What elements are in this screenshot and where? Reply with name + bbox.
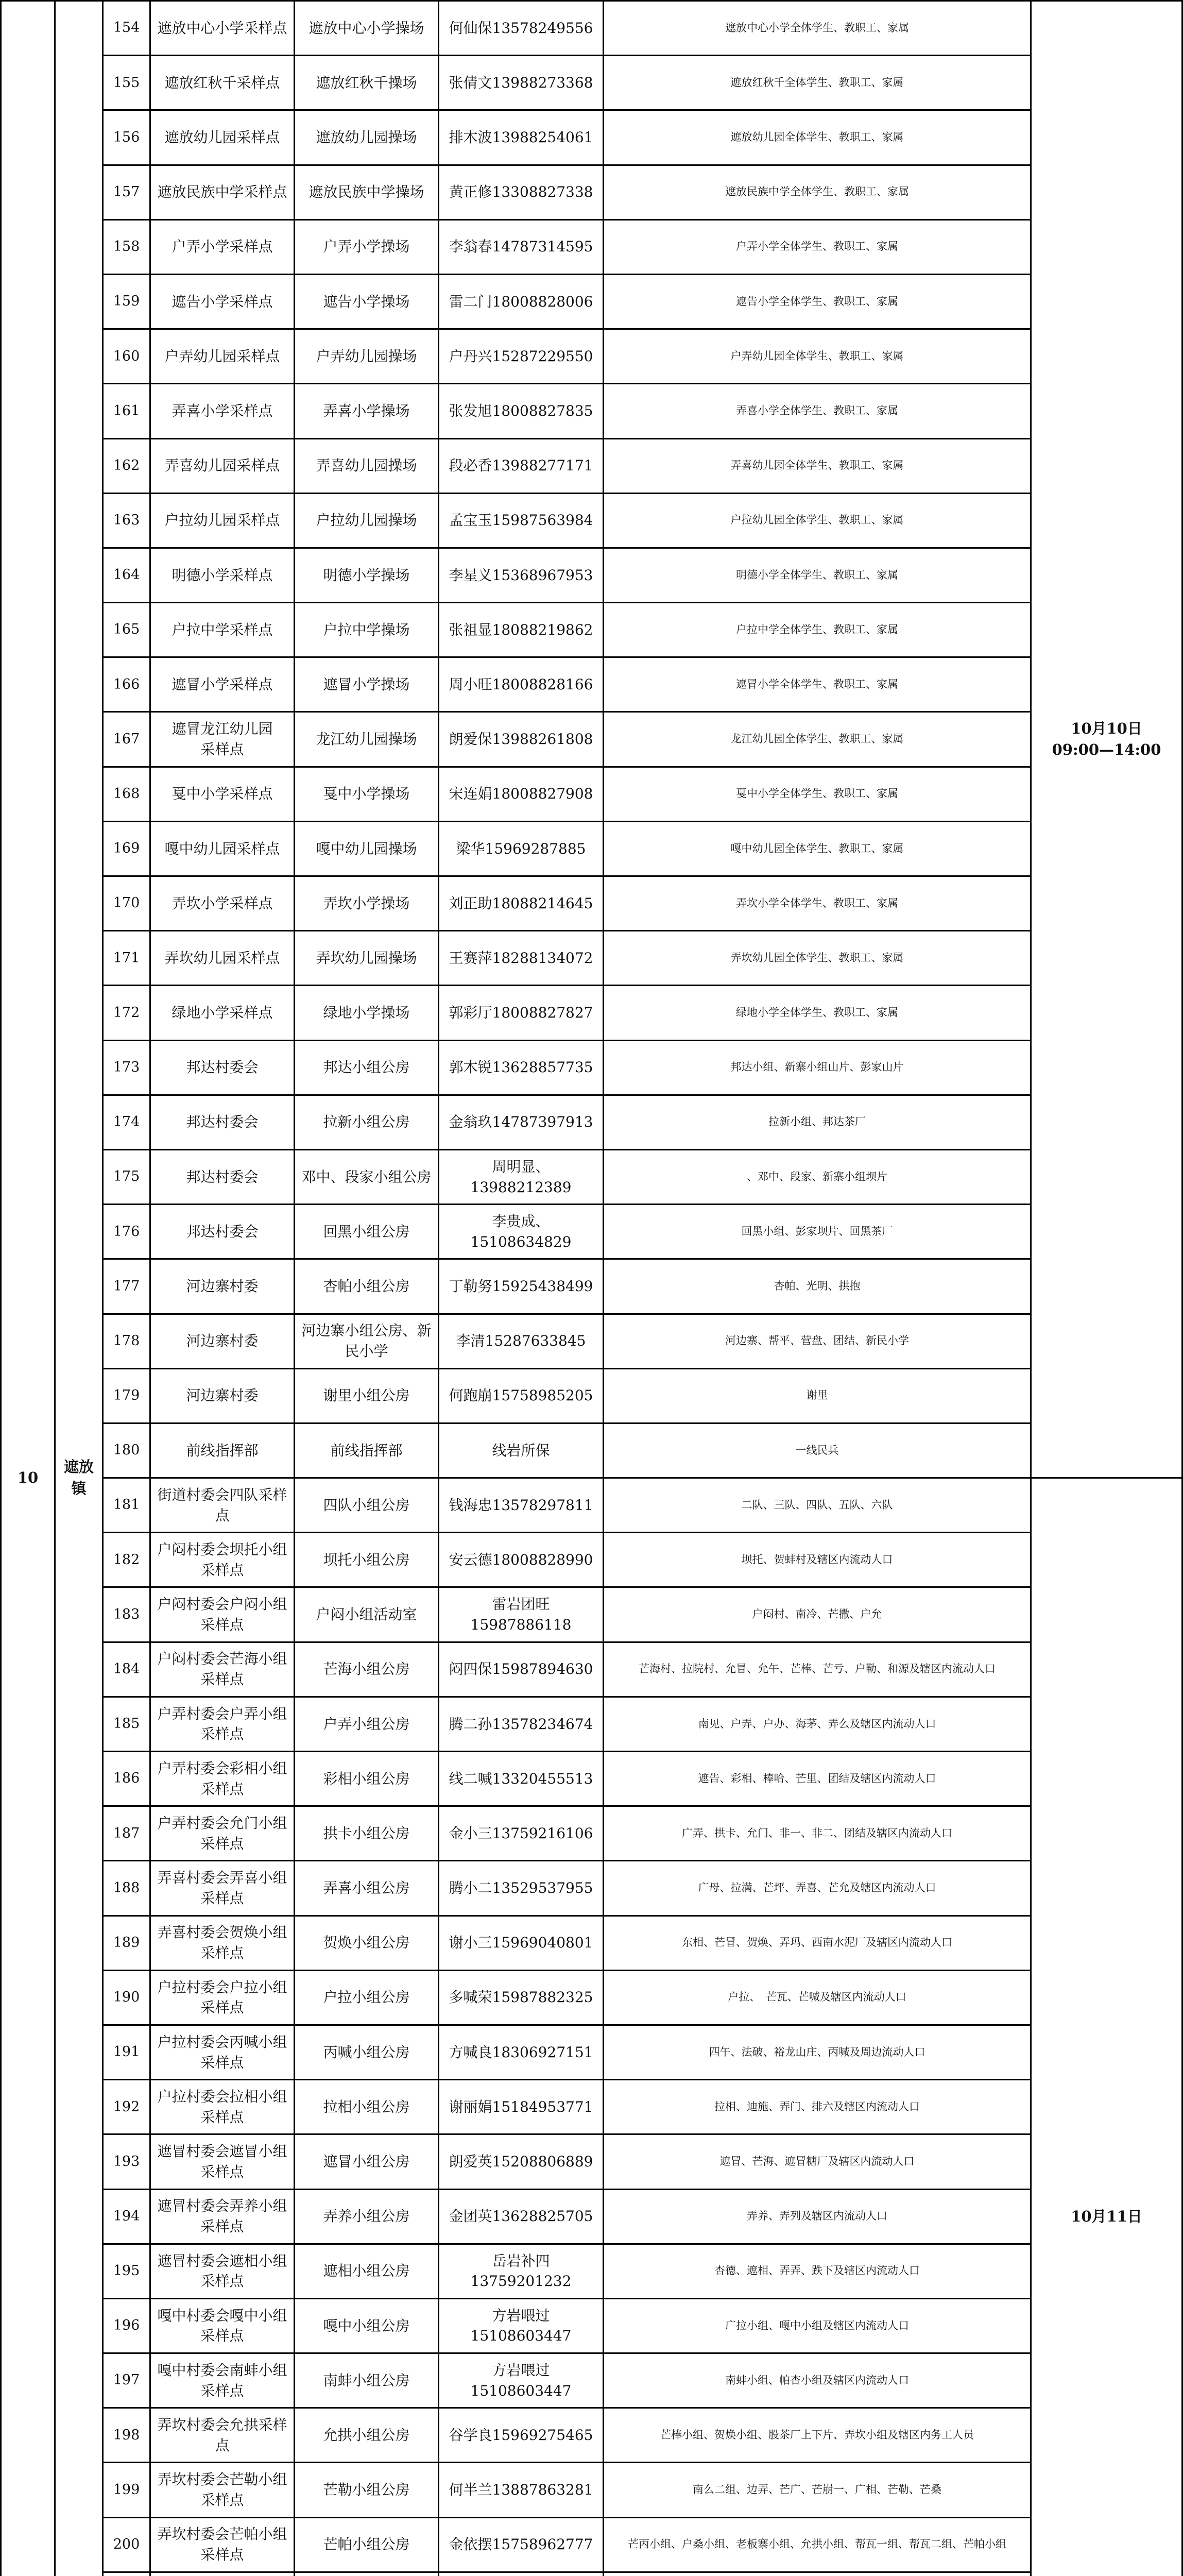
sampling-location-cell: 遮放中心小学操场 bbox=[295, 1, 439, 56]
sampling-site-cell: 弄坎村委会芒帕小组采样点 bbox=[150, 2517, 295, 2572]
sampling-location-cell: 弄喜小学操场 bbox=[295, 384, 439, 438]
row-number-cell: 161 bbox=[103, 384, 150, 438]
row-number-cell: 193 bbox=[103, 2134, 150, 2189]
table-row bbox=[1, 1806, 1182, 1861]
row-number-cell: 177 bbox=[103, 1259, 150, 1314]
sampling-location-cell: 遮冒小组公房 bbox=[295, 2134, 439, 2189]
table-row bbox=[1, 1533, 1182, 1587]
sampling-scope-cell: 坝托、贺蚌村及辖区内流动人口 bbox=[604, 1533, 1031, 1587]
sampling-location-cell: 户弄小学操场 bbox=[295, 219, 439, 274]
sampling-location-cell: 龙江幼儿园操场 bbox=[295, 712, 439, 767]
contact-person-cell: 梁华15969287885 bbox=[439, 821, 604, 876]
contact-person-cell: 周明显、13988212389 bbox=[439, 1149, 604, 1204]
sampling-location-cell: 弄喜小组公房 bbox=[295, 1861, 439, 1916]
sampling-location-cell: 绿地小学操场 bbox=[295, 986, 439, 1040]
row-number-cell: 176 bbox=[103, 1205, 150, 1259]
row-number-cell: 154 bbox=[103, 1, 150, 56]
contact-person-cell: 排木波13988254061 bbox=[439, 110, 604, 165]
row-number-cell: 194 bbox=[103, 2189, 150, 2244]
sampling-site-cell: 户拉村委会户拉小组采样点 bbox=[150, 1970, 295, 2025]
row-number-cell: 174 bbox=[103, 1095, 150, 1149]
row-number-cell: 198 bbox=[103, 2408, 150, 2463]
table-row bbox=[1, 2189, 1182, 2244]
table-row bbox=[1, 2572, 1182, 2576]
sampling-site-cell: 遮冒龙江幼儿园 采样点 bbox=[150, 712, 295, 767]
table-row bbox=[1, 712, 1182, 767]
sampling-site-cell: 户拉中学采样点 bbox=[150, 603, 295, 657]
sampling-scope-cell: 遮告、彩相、棒哈、芒里、团结及辖区内流动人口 bbox=[604, 1752, 1031, 1806]
sampling-scope-cell: 嘎中幼儿园全体学生、教职工、家属 bbox=[604, 821, 1031, 876]
sampling-scope-cell: 明德小学全体学生、教职工、家属 bbox=[604, 548, 1031, 602]
sampling-site-cell: 绿地小学采样点 bbox=[150, 986, 295, 1040]
sampling-location-cell: 丙喊小组公房 bbox=[295, 2025, 439, 2079]
sampling-site-cell: 遮冒村委会遮相小组采样点 bbox=[150, 2244, 295, 2298]
sampling-scope-cell: 遮告小学全体学生、教职工、家属 bbox=[604, 274, 1031, 329]
sampling-site-cell: 弄坎幼儿园采样点 bbox=[150, 931, 295, 986]
sampling-scope-cell: 一线民兵 bbox=[604, 1423, 1031, 1478]
sampling-site-cell: 弄喜村委会贺焕小组采样点 bbox=[150, 1916, 295, 1970]
sampling-site-cell: 弄喜小学采样点 bbox=[150, 384, 295, 438]
sampling-location-cell: 前线指挥部 bbox=[295, 1423, 439, 1478]
table-row bbox=[1, 657, 1182, 712]
contact-person-cell: 李贵成、15108634829 bbox=[439, 1205, 604, 1259]
contact-person-cell: 何跑崩15758985205 bbox=[439, 1368, 604, 1423]
sampling-site-cell: 街道村委会四队采样点 bbox=[150, 1478, 295, 1533]
district-number-cell: 10 bbox=[1, 1, 55, 2576]
row-number-cell: 196 bbox=[103, 2298, 150, 2353]
sampling-scope-cell: 遮冒小学全体学生、教职工、家属 bbox=[604, 657, 1031, 712]
sampling-site-cell: 邦达村委会 bbox=[150, 1095, 295, 1149]
sampling-scope-cell: 户拉中学全体学生、教职工、家属 bbox=[604, 603, 1031, 657]
row-number-cell: 184 bbox=[103, 1642, 150, 1697]
contact-person-cell: 谢丽娟15184953771 bbox=[439, 2080, 604, 2134]
sampling-scope-cell: 四午、法破、裕龙山庄、丙喊及周边流动人口 bbox=[604, 2025, 1031, 2079]
table-row bbox=[1, 329, 1182, 384]
row-number-cell: 190 bbox=[103, 1970, 150, 2025]
sampling-location-cell: 谢里小组公房 bbox=[295, 1368, 439, 1423]
sampling-scope-cell: 芒海村、拉院村、允冒、允午、芒棒、芒亏、户勒、和源及辖区内流动人口 bbox=[604, 1642, 1031, 1697]
row-number-cell: 197 bbox=[103, 2353, 150, 2408]
contact-person-cell: 郭彩厅18008827827 bbox=[439, 986, 604, 1040]
table-row bbox=[1, 1368, 1182, 1423]
contact-person-cell: 金翁玖14787397913 bbox=[439, 1095, 604, 1149]
contact-person-cell: 李翁春14787314595 bbox=[439, 219, 604, 274]
sampling-scope-cell: 遮放民族中学全体学生、教职工、家属 bbox=[604, 165, 1031, 219]
row-number-cell: 200 bbox=[103, 2517, 150, 2572]
contact-person-cell: 金小三13759216106 bbox=[439, 1806, 604, 1861]
table-row bbox=[1, 165, 1182, 219]
sampling-location-cell: 彩相小组公房 bbox=[295, 1752, 439, 1806]
row-number-cell: 162 bbox=[103, 438, 150, 493]
sampling-site-cell: 户弄村委会彩相小组采样点 bbox=[150, 1752, 295, 1806]
sampling-site-cell: 河边寨村委 bbox=[150, 1368, 295, 1423]
sampling-scope-cell: 弄喜小学全体学生、教职工、家属 bbox=[604, 384, 1031, 438]
sampling-scope-cell: 二队、三队、四队、五队、六队 bbox=[604, 1478, 1031, 1533]
contact-person-cell: 金团英13628825705 bbox=[439, 2189, 604, 2244]
sampling-time-cell-oct10 bbox=[1031, 1, 1182, 1478]
sampling-site-cell: 遮冒村委会遮冒小组采样点 bbox=[150, 2134, 295, 2189]
sampling-site-cell: 弄坎村委会允拱采样点 bbox=[150, 2408, 295, 2463]
town-name-cell: 遮放镇 bbox=[55, 1, 103, 2576]
table-row bbox=[1, 1752, 1182, 1806]
row-number-cell: 168 bbox=[103, 767, 150, 821]
table-row bbox=[1, 1697, 1182, 1751]
sampling-scope-cell: 回黑小组、彭家坝片、回黑茶厂 bbox=[604, 1205, 1031, 1259]
contact-person-cell: 闷四保15987894630 bbox=[439, 1642, 604, 1697]
row-number-cell: 195 bbox=[103, 2244, 150, 2298]
contact-person-cell: 何半兰13887863281 bbox=[439, 2463, 604, 2517]
table-row bbox=[1, 1587, 1182, 1642]
row-number-cell: 192 bbox=[103, 2080, 150, 2134]
sampling-scope-cell: 芒丙小组、户桑小组、老板寨小组、允拱小组、帮瓦一组、帮瓦二组、芒帕小组 bbox=[604, 2517, 1031, 2572]
sampling-scope-cell: 谢里 bbox=[604, 1368, 1031, 1423]
sampling-site-cell: 弄喜幼儿园采样点 bbox=[150, 438, 295, 493]
sampling-location-cell: 芒海小组公房 bbox=[295, 1642, 439, 1697]
table-row bbox=[1, 986, 1182, 1040]
sampling-site-cell: 遮放红秋千采样点 bbox=[150, 56, 295, 110]
contact-person-cell: 段必香13988277171 bbox=[439, 438, 604, 493]
sampling-scope-cell: 南见、户弄、户办、海茅、弄么及辖区内流动人口 bbox=[604, 1697, 1031, 1751]
sampling-location-cell: 嘎中小组公房 bbox=[295, 2298, 439, 2353]
contact-person-cell: 方喊良18306927151 bbox=[439, 2025, 604, 2079]
sampling-scope-cell: 东相、芒冒、贺焕、弄玛、西南水泥厂及辖区内流动人口 bbox=[604, 1916, 1031, 1970]
sampling-scope-cell: 芒棒小组、贺焕小组、股茶厂上下片、弄坎小组及辖区内务工人员 bbox=[604, 2408, 1031, 2463]
table-row bbox=[1, 274, 1182, 329]
table-row bbox=[1, 767, 1182, 821]
sampling-site-cell: 户闷村委会芒海小组采样点 bbox=[150, 1642, 295, 1697]
sampling-site-cell: 户闷村委会户闷小组采样点 bbox=[150, 1587, 295, 1642]
table-row bbox=[1, 493, 1182, 548]
row-number-cell: 186 bbox=[103, 1752, 150, 1806]
contact-person-cell: 方岩喂过15108603447 bbox=[439, 2353, 604, 2408]
row-number-cell: 155 bbox=[103, 56, 150, 110]
sampling-location-cell: 弄喜幼儿园操场 bbox=[295, 438, 439, 493]
table-row bbox=[1, 2025, 1182, 2079]
row-number-cell: 182 bbox=[103, 1533, 150, 1587]
contact-person-cell bbox=[439, 2572, 604, 2576]
table-row bbox=[1, 2463, 1182, 2517]
table-row bbox=[1, 2408, 1182, 2463]
sampling-location-cell: 坝托小组公房 bbox=[295, 1533, 439, 1587]
table-row bbox=[1, 821, 1182, 876]
sampling-scope-cell bbox=[604, 2572, 1031, 2576]
contact-person-cell: 钱海忠13578297811 bbox=[439, 1478, 604, 1533]
table-row bbox=[1, 1916, 1182, 1970]
sampling-location-cell: 户拉幼儿园操场 bbox=[295, 493, 439, 548]
sampling-location-cell: 遮冒小学操场 bbox=[295, 657, 439, 712]
contact-person-cell: 朗爱英15208806889 bbox=[439, 2134, 604, 2189]
sampling-scope-cell: 户弄幼儿园全体学生、教职工、家属 bbox=[604, 329, 1031, 384]
contact-person-cell: 谷学良15969275465 bbox=[439, 2408, 604, 2463]
contact-person-cell: 张倩文13988273368 bbox=[439, 56, 604, 110]
contact-person-cell: 张发旭18008827835 bbox=[439, 384, 604, 438]
sampling-site-cell: 户弄幼儿园采样点 bbox=[150, 329, 295, 384]
sampling-site-cell: 戛中小学采样点 bbox=[150, 767, 295, 821]
sampling-site-cell: 嘎中幼儿园采样点 bbox=[150, 821, 295, 876]
table-row bbox=[1, 1259, 1182, 1314]
sampling-location-cell: 拉相小组公房 bbox=[295, 2080, 439, 2134]
contact-person-cell: 线岩所保 bbox=[439, 1423, 604, 1478]
table-row bbox=[1, 1, 1182, 56]
row-number-cell: 185 bbox=[103, 1697, 150, 1751]
row-number-cell: 160 bbox=[103, 329, 150, 384]
sampling-site-cell: 遮放幼儿园采样点 bbox=[150, 110, 295, 165]
sampling-location-cell: 明德小学操场 bbox=[295, 548, 439, 602]
row-number-cell: 164 bbox=[103, 548, 150, 602]
sampling-scope-cell: 户拉、 芒瓦、芒喊及辖区内流动人口 bbox=[604, 1970, 1031, 2025]
contact-person-cell: 多喊荣15987882325 bbox=[439, 1970, 604, 2025]
contact-person-cell: 李清15287633845 bbox=[439, 1314, 604, 1368]
sampling-scope-cell: 、邓中、段家、新寨小组坝片 bbox=[604, 1149, 1031, 1204]
sampling-site-cell: 前线指挥部 bbox=[150, 1423, 295, 1478]
row-number-cell: 188 bbox=[103, 1861, 150, 1916]
sampling-scope-cell: 遮放红秋千全体学生、教职工、家属 bbox=[604, 56, 1031, 110]
sampling-site-cell: 河边寨村委 bbox=[150, 1259, 295, 1314]
table-row bbox=[1, 384, 1182, 438]
sampling-site-cell: 弄喜村委会弄喜小组采样点 bbox=[150, 1861, 295, 1916]
sampling-scope-cell: 弄坎幼儿园全体学生、教职工、家属 bbox=[604, 931, 1031, 986]
row-number-cell: 169 bbox=[103, 821, 150, 876]
row-number-cell: 159 bbox=[103, 274, 150, 329]
sampling-scope-cell: 弄坎小学全体学生、教职工、家属 bbox=[604, 876, 1031, 931]
sampling-scope-cell: 河边寨、帮平、营盘、团结、新民小学 bbox=[604, 1314, 1031, 1368]
contact-person-cell: 方岩喂过15108603447 bbox=[439, 2298, 604, 2353]
sampling-site-cell: 嘎中村委会嘎中小组采样点 bbox=[150, 2298, 295, 2353]
sampling-scope-cell: 龙江幼儿园全体学生、教职工、家属 bbox=[604, 712, 1031, 767]
contact-person-cell: 谢小三15969040801 bbox=[439, 1916, 604, 1970]
table-row bbox=[1, 548, 1182, 602]
sampling-location-cell: 户拉中学操场 bbox=[295, 603, 439, 657]
sampling-location-cell: 南蚌小组公房 bbox=[295, 2353, 439, 2408]
table-row bbox=[1, 1314, 1182, 1368]
sampling-scope-cell: 户拉幼儿园全体学生、教职工、家属 bbox=[604, 493, 1031, 548]
sampling-site-cell: 邦达村委会 bbox=[150, 1149, 295, 1204]
table-row bbox=[1, 438, 1182, 493]
table-row bbox=[1, 1861, 1182, 1916]
sampling-location-cell: 遮放红秋千操场 bbox=[295, 56, 439, 110]
sampling-location-cell: 弄坎小学操场 bbox=[295, 876, 439, 931]
row-number-cell: 180 bbox=[103, 1423, 150, 1478]
row-number-cell: 172 bbox=[103, 986, 150, 1040]
sampling-location-cell: 遮放幼儿园操场 bbox=[295, 110, 439, 165]
contact-person-cell: 雷二门18008828006 bbox=[439, 274, 604, 329]
sampling-location-cell: 芒帕小组公房 bbox=[295, 2517, 439, 2572]
sampling-location-cell: 河边寨小组公房、新民小学 bbox=[295, 1314, 439, 1368]
row-number-cell: 173 bbox=[103, 1040, 150, 1095]
row-number-cell: 167 bbox=[103, 712, 150, 767]
sampling-location-cell: 弄坎幼儿园操场 bbox=[295, 931, 439, 986]
sampling-scope-cell: 户弄小学全体学生、教职工、家属 bbox=[604, 219, 1031, 274]
sampling-location-cell: 允拱小组公房 bbox=[295, 2408, 439, 2463]
sampling-scope-cell: 广弄、拱卡、允门、非一、非二、团结及辖区内流动人口 bbox=[604, 1806, 1031, 1861]
table-row bbox=[1, 876, 1182, 931]
table-row bbox=[1, 931, 1182, 986]
contact-person-cell: 周小旺18008828166 bbox=[439, 657, 604, 712]
sampling-site-cell: 遮告小学采样点 bbox=[150, 274, 295, 329]
sampling-site-cell: 明德小学采样点 bbox=[150, 548, 295, 602]
sampling-location-cell: 拉新小组公房 bbox=[295, 1095, 439, 1149]
row-number-cell: 163 bbox=[103, 493, 150, 548]
sampling-site-cell: 邦达村委会 bbox=[150, 1040, 295, 1095]
sampling-location-cell: 户弄小组公房 bbox=[295, 1697, 439, 1751]
sampling-scope-cell: 弄喜幼儿园全体学生、教职工、家属 bbox=[604, 438, 1031, 493]
row-number-cell: 191 bbox=[103, 2025, 150, 2079]
sampling-scope-cell: 遮冒、芒海、遮冒糖厂及辖区内流动人口 bbox=[604, 2134, 1031, 2189]
table-row bbox=[1, 2244, 1182, 2298]
contact-person-cell: 雷岩团旺15987886118 bbox=[439, 1587, 604, 1642]
row-number-cell: 178 bbox=[103, 1314, 150, 1368]
sampling-scope-cell: 绿地小学全体学生、教职工、家属 bbox=[604, 986, 1031, 1040]
sampling-site-cell: 户弄小学采样点 bbox=[150, 219, 295, 274]
row-number-cell: 189 bbox=[103, 1916, 150, 1970]
contact-person-cell: 腾小二13529537955 bbox=[439, 1861, 604, 1916]
sampling-location-cell: 户弄幼儿园操场 bbox=[295, 329, 439, 384]
row-number-cell: 156 bbox=[103, 110, 150, 165]
table-row bbox=[1, 1642, 1182, 1697]
table-row bbox=[1, 1478, 1182, 1533]
sampling-location-cell: 贺焕小组公房 bbox=[295, 1916, 439, 1970]
contact-person-cell: 刘正助18088214645 bbox=[439, 876, 604, 931]
sampling-scope-cell: 戛中小学全体学生、教职工、家属 bbox=[604, 767, 1031, 821]
row-number-cell: 166 bbox=[103, 657, 150, 712]
sampling-location-cell: 遮相小组公房 bbox=[295, 2244, 439, 2298]
row-number-cell: 187 bbox=[103, 1806, 150, 1861]
sampling-time-cell-oct11: 10月11日 bbox=[1031, 1478, 1182, 2576]
row-number-cell: 165 bbox=[103, 603, 150, 657]
row-number-cell: 183 bbox=[103, 1587, 150, 1642]
sampling-location-cell: 遮放民族中学操场 bbox=[295, 165, 439, 219]
contact-person-cell: 金依摆15758962777 bbox=[439, 2517, 604, 2572]
sampling-scope-cell: 弄养、弄列及辖区内流动人口 bbox=[604, 2189, 1031, 2244]
sampling-site-cell: 遮冒村委会弄养小组采样点 bbox=[150, 2189, 295, 2244]
sampling-location-cell: 户拉小组公房 bbox=[295, 1970, 439, 2025]
sampling-scope-cell: 拉相、迪施、弄门、排六及辖区内流动人口 bbox=[604, 2080, 1031, 2134]
contact-person-cell: 户丹兴15287229550 bbox=[439, 329, 604, 384]
sampling-scope-cell: 遮放中心小学全体学生、教职工、家属 bbox=[604, 1, 1031, 56]
contact-person-cell: 线二喊13320455513 bbox=[439, 1752, 604, 1806]
table-row bbox=[1, 110, 1182, 165]
row-number-cell: 179 bbox=[103, 1368, 150, 1423]
contact-person-cell: 何仙保13578249556 bbox=[439, 1, 604, 56]
sampling-site-cell: 弄坎村委会芒勒小组采样点 bbox=[150, 2463, 295, 2517]
table-row bbox=[1, 1970, 1182, 2025]
sampling-scope-cell: 广拉小组、嘎中小组及辖区内流动人口 bbox=[604, 2298, 1031, 2353]
table-row bbox=[1, 56, 1182, 110]
sampling-scope-cell: 南么二组、边弄、芒广、芒崩一、广相、芒勒、芒桑 bbox=[604, 2463, 1031, 2517]
contact-person-cell: 郭木锐13628857735 bbox=[439, 1040, 604, 1095]
contact-person-cell: 安云德18008828990 bbox=[439, 1533, 604, 1587]
sampling-location-cell bbox=[295, 2572, 439, 2576]
table-row bbox=[1, 603, 1182, 657]
contact-person-cell: 李星义15368967953 bbox=[439, 548, 604, 602]
contact-person-cell: 腾二孙13578234674 bbox=[439, 1697, 604, 1751]
table-row bbox=[1, 2298, 1182, 2353]
table-row bbox=[1, 219, 1182, 274]
sampling-location-cell: 戛中小学操场 bbox=[295, 767, 439, 821]
sampling-site-cell: 邦达村委会 bbox=[150, 1205, 295, 1259]
contact-person-cell: 朗爱保13988261808 bbox=[439, 712, 604, 767]
sampling-location-cell: 回黑小组公房 bbox=[295, 1205, 439, 1259]
row-number-cell: 175 bbox=[103, 1149, 150, 1204]
sampling-site-cell: 嘎中村委会南蚌小组采样点 bbox=[150, 2353, 295, 2408]
contact-person-cell: 丁勒努15925438499 bbox=[439, 1259, 604, 1314]
sampling-site-cell: 遮放中心小学采样点 bbox=[150, 1, 295, 56]
table-row bbox=[1, 1205, 1182, 1259]
sampling-scope-cell: 拉新小组、邦达茶厂 bbox=[604, 1095, 1031, 1149]
sampling-location-cell: 户闷小组活动室 bbox=[295, 1587, 439, 1642]
row-number-cell: 199 bbox=[103, 2463, 150, 2517]
table-row bbox=[1, 1040, 1182, 1095]
sampling-location-cell: 四队小组公房 bbox=[295, 1478, 439, 1533]
sampling-scope-cell: 邦达小组、新寨小组山片、彭家山片 bbox=[604, 1040, 1031, 1095]
sampling-location-cell: 拱卡小组公房 bbox=[295, 1806, 439, 1861]
contact-person-cell: 宋连娟18008827908 bbox=[439, 767, 604, 821]
row-number-cell: 170 bbox=[103, 876, 150, 931]
sampling-date: 10月10日 bbox=[1071, 719, 1142, 737]
contact-person-cell: 张祖显18088219862 bbox=[439, 603, 604, 657]
sampling-site-cell: 遮冒小学采样点 bbox=[150, 657, 295, 712]
sampling-site-cell: 户弄村委会户弄小组采样点 bbox=[150, 1697, 295, 1751]
row-number-cell bbox=[103, 2572, 150, 2576]
sampling-site-cell: 户闷村委会坝托小组采样点 bbox=[150, 1533, 295, 1587]
row-number-cell: 181 bbox=[103, 1478, 150, 1533]
sampling-scope-cell: 遮放幼儿园全体学生、教职工、家属 bbox=[604, 110, 1031, 165]
sampling-site-cell: 户拉幼儿园采样点 bbox=[150, 493, 295, 548]
contact-person-cell: 岳岩补四13759201232 bbox=[439, 2244, 604, 2298]
table-row bbox=[1, 1095, 1182, 1149]
sampling-site-cell: 户拉村委会拉相小组采样点 bbox=[150, 2080, 295, 2134]
contact-person-cell: 黄正修13308827338 bbox=[439, 165, 604, 219]
sampling-scope-cell: 杏帕、光明、拱抱 bbox=[604, 1259, 1031, 1314]
sampling-site-cell: 河边寨村委 bbox=[150, 1314, 295, 1368]
sampling-location-cell: 遮告小学操场 bbox=[295, 274, 439, 329]
sampling-scope-cell: 广母、拉满、芒坪、弄喜、芒允及辖区内流动人口 bbox=[604, 1861, 1031, 1916]
table-row bbox=[1, 2080, 1182, 2134]
table-row bbox=[1, 2353, 1182, 2408]
sampling-location-cell: 嘎中幼儿园操场 bbox=[295, 821, 439, 876]
sampling-site-cell: 弄坎小学采样点 bbox=[150, 876, 295, 931]
sampling-scope-cell: 杏德、遮相、弄弄、跌下及辖区内流动人口 bbox=[604, 2244, 1031, 2298]
sampling-site-cell: 户弄村委会允门小组采样点 bbox=[150, 1806, 295, 1861]
table-row bbox=[1, 2517, 1182, 2572]
sampling-site-cell bbox=[150, 2572, 295, 2576]
sampling-site-cell: 遮放民族中学采样点 bbox=[150, 165, 295, 219]
sampling-site-cell: 户拉村委会丙喊小组采样点 bbox=[150, 2025, 295, 2079]
table-row bbox=[1, 1149, 1182, 1204]
sampling-location-cell: 弄养小组公房 bbox=[295, 2189, 439, 2244]
contact-person-cell: 王赛萍18288134072 bbox=[439, 931, 604, 986]
sampling-scope-cell: 南蚌小组、帕杏小组及辖区内流动人口 bbox=[604, 2353, 1031, 2408]
sampling-scope-cell: 户闷村、南冷、芒撒、户允 bbox=[604, 1587, 1031, 1642]
sampling-location-cell: 邦达小组公房 bbox=[295, 1040, 439, 1095]
row-number-cell: 158 bbox=[103, 219, 150, 274]
row-number-cell: 171 bbox=[103, 931, 150, 986]
contact-person-cell: 孟宝玉15987563984 bbox=[439, 493, 604, 548]
sampling-location-cell: 杏帕小组公房 bbox=[295, 1259, 439, 1314]
sampling-location-cell: 芒勒小组公房 bbox=[295, 2463, 439, 2517]
table-row bbox=[1, 1423, 1182, 1478]
sampling-time-range: 09:00—14:00 bbox=[1052, 741, 1161, 759]
table-row bbox=[1, 2134, 1182, 2189]
row-number-cell: 157 bbox=[103, 165, 150, 219]
sampling-location-cell: 邓中、段家小组公房 bbox=[295, 1149, 439, 1204]
